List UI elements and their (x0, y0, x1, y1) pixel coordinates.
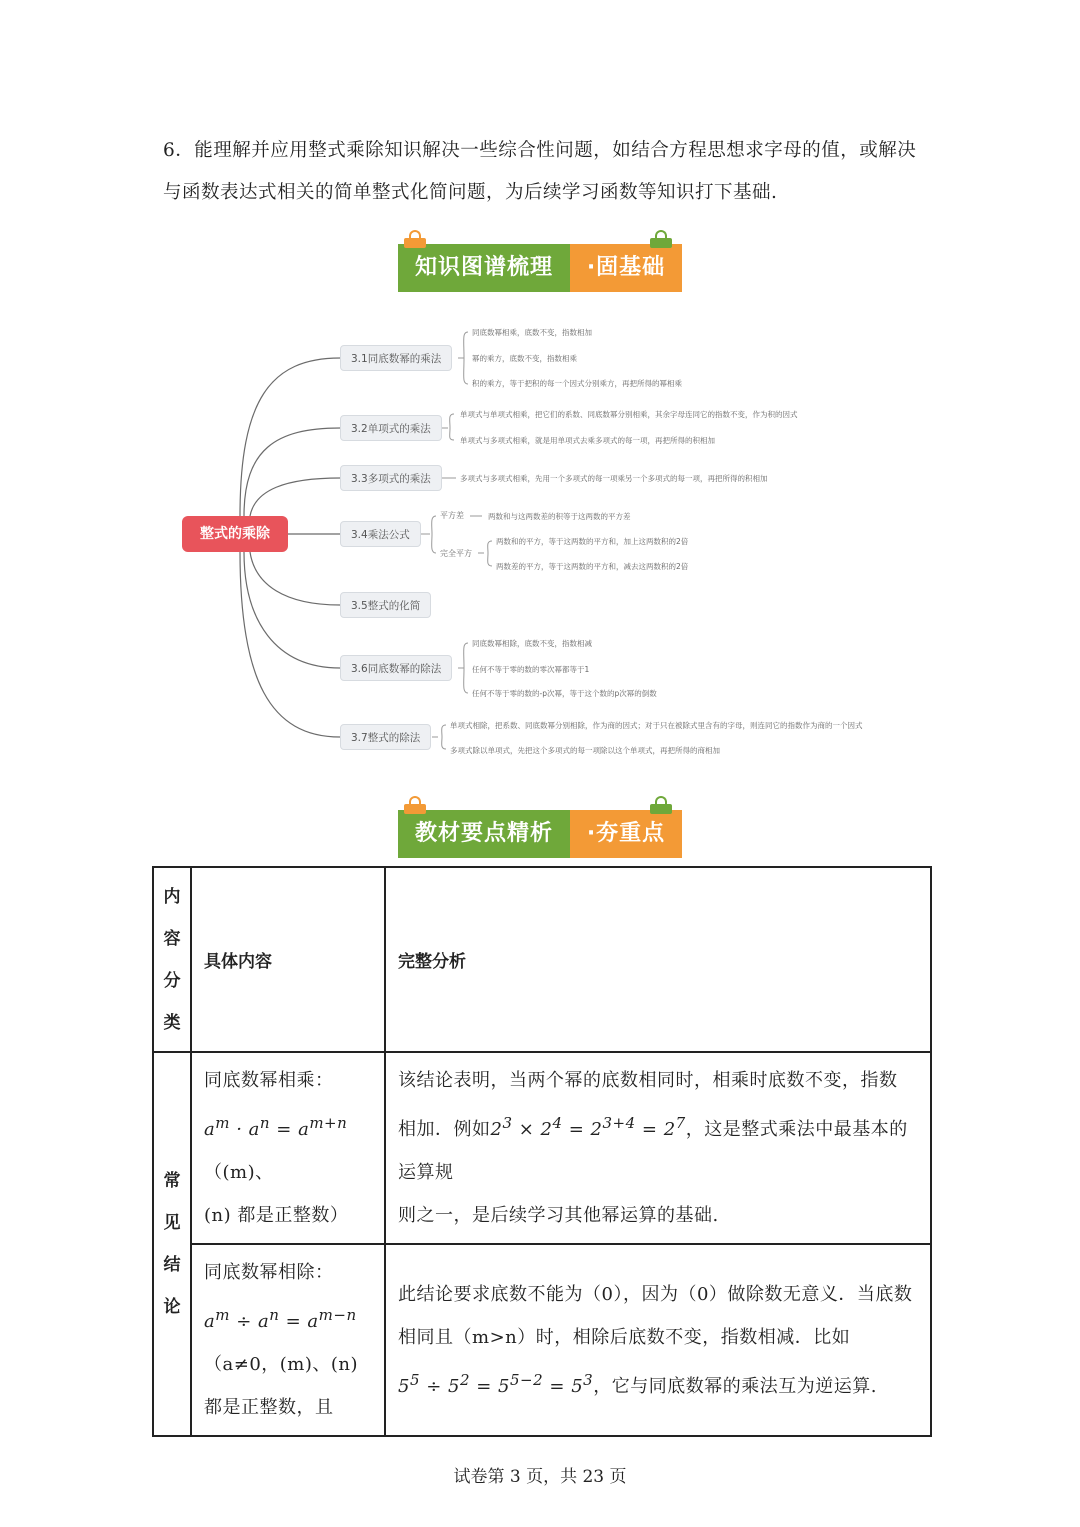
branch-3-3: 3.3多项式的乘法 (340, 465, 442, 491)
intro-line-2: 与函数表达式相关的简单整式化简问题，为后续学习函数等知识打下基础. (163, 182, 778, 203)
branch-3-4: 3.4乘法公式 (340, 521, 421, 547)
leaf-text: 两数和与这两数差的积等于这两数的平方差 (488, 512, 631, 521)
leaf-text: 任何不等于零的数的-p次幂，等于这个数的p次幂的倒数 (472, 689, 657, 698)
branch-3-6: 3.6同底数幂的除法 (340, 655, 452, 681)
branch-3-7: 3.7整式的除法 (340, 724, 431, 750)
content-header: 具体内容 (191, 867, 385, 1052)
branch-3-1: 3.1同底数幂的乘法 (340, 345, 452, 371)
leaf-text: 同底数幂相除，底数不变，指数相减 (472, 639, 592, 648)
leaf-text: 同底数幂相乘，底数不变，指数相加 (472, 328, 592, 337)
leaf-text: 单项式与多项式相乘，就是用单项式去乘多项式的每一项，再把所得的积相加 (460, 436, 715, 445)
table-row (153, 1244, 931, 1436)
banner-title-left: 知识图谱梳理 (414, 255, 553, 280)
page-footer: 试卷第 3 页，共 23 页 (453, 1467, 627, 1487)
table-row (153, 1052, 931, 1244)
mind-map (0, 300, 1080, 770)
leaf-text: 两数差的平方，等于这两数的平方和，减去这两数积的2倍 (496, 562, 689, 571)
leaf-text: 多项式与多项式相乘，先用一个多项式的每一项乘另一个多项式的每一项，再把所得的积相加 (460, 474, 768, 483)
leaf-text: 任何不等于零的数的零次幂都等于1 (472, 665, 590, 674)
banner-title-left: 教材要点精析 (414, 821, 553, 846)
branch-3-2: 3.2单项式的乘法 (340, 415, 442, 441)
content-cell-multiply: 同底数幂相乘： $a^m \cdot a^n = a^{m+n}$ （(m)、 (n) 都是正整数） (191, 1052, 385, 1244)
key-points-table (152, 866, 932, 1437)
banner-key-points (398, 810, 682, 858)
banner-title-right: ·夯重点 (586, 821, 666, 846)
mind-map-connectors (0, 300, 1080, 770)
category-cell: 常 见 结 论 (153, 1052, 191, 1436)
leaf-text: 两数和的平方，等于这两数的平方和，加上这两数积的2倍 (496, 537, 689, 546)
leaf-text: 积的乘方，等于把积的每一个因式分别乘方，再把所得的幂相乘 (472, 379, 682, 388)
branch-3-5: 3.5整式的化简 (340, 592, 431, 618)
sub-branch-label: 平方差 (440, 511, 464, 520)
category-header-cell: 内 容 分 类 (153, 867, 191, 1052)
formula: $a^m \cdot a^n = a^{m+n}$ （(m)、 (204, 1114, 348, 1183)
banner-knowledge-map (398, 244, 682, 292)
intro-line-1: 6．能理解并应用整式乘除知识解决一些综合性问题，如结合方程思想求字母的值，或解决 (163, 140, 917, 161)
analysis-cell-multiply: 该结论表明，当两个幂的底数相同时，相乘时底数不变，指数 相加．例如$2^3 \times 2^4 = 2^{3+4} = 2^7$，这是整式乘法中最基本的运算规 则之一，是后续学习其他幂运算的基础. (385, 1052, 931, 1244)
content-cell-divide: 同底数幂相除： $a^m \div a^n = a^{m-n}$ （a≠0，(m)、(n) 都是正整数，且 (191, 1244, 385, 1436)
formula: $a^m \div a^n = a^{m-n}$ (204, 1306, 357, 1332)
mind-map-root: 整式的乘除 (182, 516, 288, 552)
sub-branch-label: 完全平方 (440, 549, 472, 558)
banner-title-right: ·固基础 (586, 255, 666, 280)
leaf-text: 幂的乘方，底数不变，指数相乘 (472, 354, 577, 363)
intro-paragraph (163, 130, 943, 214)
analysis-cell-divide: 此结论要求底数不能为（0），因为（0）做除数无意义．当底数 相同且（m>n）时，相除后底数不变，指数相减．比如 $5^5 \div 5^2 = 5^{5-2} = 5^3$，它与同底数幂的乘法互为逆运算. (385, 1244, 931, 1436)
analysis-header: 完整分析 (385, 867, 931, 1052)
table-header-row (153, 867, 931, 1052)
leaf-text: 多项式除以单项式，先把这个多项式的每一项除以这个单项式，再把所得的商相加 (450, 746, 720, 755)
leaf-text: 单项式与单项式相乘，把它们的系数、同底数幂分别相乘，其余字母连同它的指数不变，作为积的因式 (460, 410, 798, 419)
leaf-text: 单项式相除，把系数、同底数幂分别相除，作为商的因式；对于只在被除式里含有的字母，则连同它的指数作为商的一个因式 (450, 721, 863, 730)
